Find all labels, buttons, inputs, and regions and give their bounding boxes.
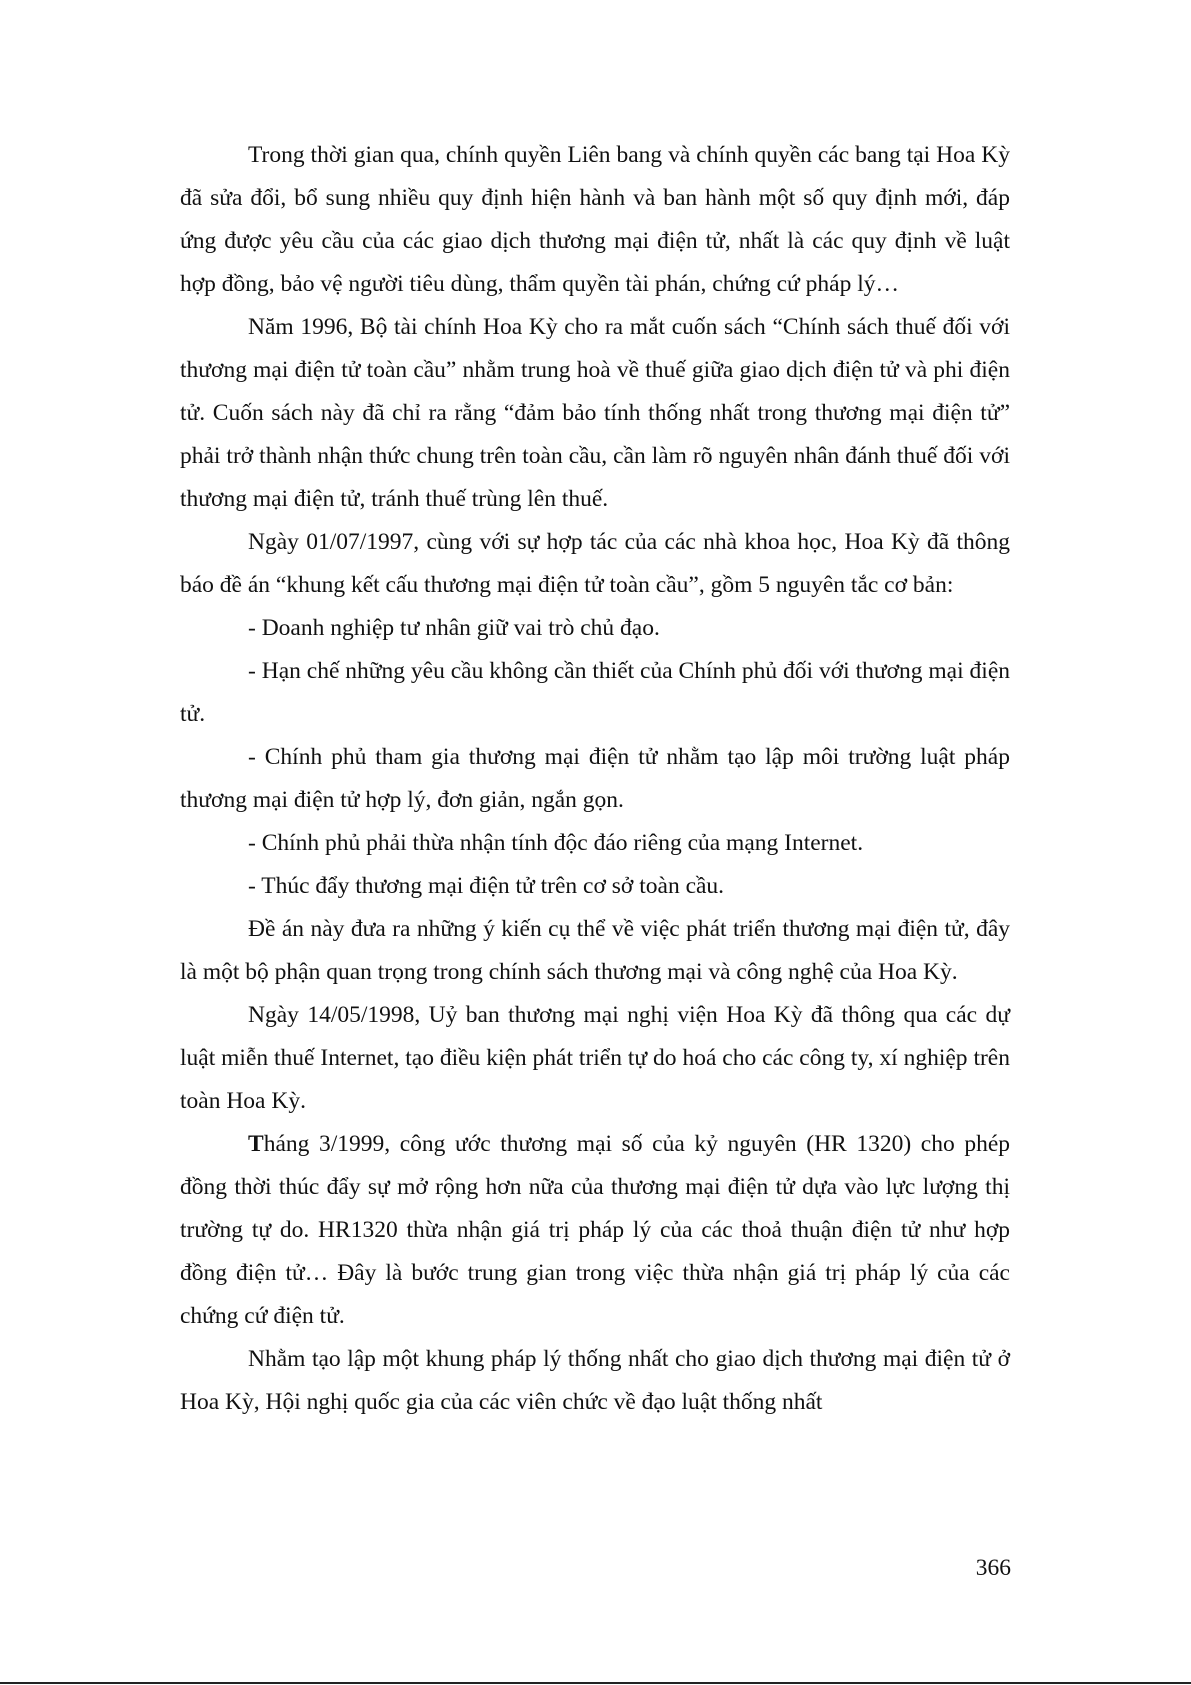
paragraph-1998: Ngày 14/05/1998, Uỷ ban thương mại nghị viện Hoa Kỳ đã thông qua các dự luật miễn thuế Internet, tạo điều kiện phát triển tự do hoá cho các công ty, xí nghiệp trên toàn Hoa Kỳ. [180,1002,1010,1114]
list-item-principle-2: - Hạn chế những yêu cầu không cần thiết của Chính phủ đối với thương mại điện tử. [180,658,1010,727]
page-number: 366 [975,1555,1011,1581]
paragraph-1997: Ngày 01/07/1997, cùng với sự hợp tác của các nhà khoa học, Hoa Kỳ đã thông báo đề án “khung kết cấu thương mại điện tử toàn cầu”, gồm 5 nguyên tắc cơ bản: [180,529,1010,598]
list-item-principle-3: - Chính phủ tham gia thương mại điện tử nhằm tạo lập môi trường luật pháp thương mại điện tử hợp lý, đơn giản, ngắn gọn. [180,744,1010,813]
paragraph-1999-initial: T [248,1131,264,1157]
paragraph-project: Đề án này đưa ra những ý kiến cụ thể về việc phát triển thương mại điện tử, đây là một bộ phận quan trọng trong chính sách thương mại và công nghệ của Hoa Kỳ. [180,916,1010,985]
list-item-principle-4: - Chính phủ phải thừa nhận tính độc đáo riêng của mạng Internet. [248,830,864,856]
bottom-rule [0,1682,1191,1684]
paragraph-1996: Năm 1996, Bộ tài chính Hoa Kỳ cho ra mắt cuốn sách “Chính sách thuế đối với thương mại điện tử toàn cầu” nhằm trung hoà về thuế giữa giao dịch điện tử và phi điện tử. Cuốn sách này đã chỉ ra rằng “đảm bảo tính thống nhất trong thương mại điện tử” phải trở thành nhận thức chung trên toàn cầu, cần làm rõ nguyên nhân đánh thuế đối với thương mại điện tử, tránh thuế trùng lên thuế. [180,314,1010,512]
list-item-principle-1: - Doanh nghiệp tư nhân giữ vai trò chủ đạo. [248,615,660,641]
document-body [180,134,1010,1424]
paragraph-1999 [180,1123,1010,1338]
list-item-principle-5: - Thúc đẩy thương mại điện tử trên cơ sở toàn cầu. [248,873,725,899]
paragraph-intro: Trong thời gian qua, chính quyền Liên bang và chính quyền các bang tại Hoa Kỳ đã sửa đổi, bổ sung nhiều quy định hiện hành và ban hành một số quy định mới, đáp ứng được yêu cầu của các giao dịch thương mại điện tử, nhất là các quy định về luật hợp đồng, bảo vệ người tiêu dùng, thẩm quyền tài phán, chứng cứ pháp lý… [180,142,1010,297]
paragraph-1999-text: háng 3/1999, công ước thương mại số của kỷ nguyên (HR 1320) cho phép đồng thời thúc đẩy sự mở rộng hơn nữa của thương mại điện tử dựa vào lực lượng thị trường tự do. HR1320 thừa nhận giá trị pháp lý của các thoả thuận điện tử như hợp đồng điện tử… Đây là bước trung gian trong việc thừa nhận giá trị pháp lý của các chứng cứ điện tử. [180,1131,1010,1329]
paragraph-framework: Nhằm tạo lập một khung pháp lý thống nhất cho giao dịch thương mại điện tử ở Hoa Kỳ, Hội nghị quốc gia của các viên chức về đạo luật thống nhất [180,1346,1010,1415]
